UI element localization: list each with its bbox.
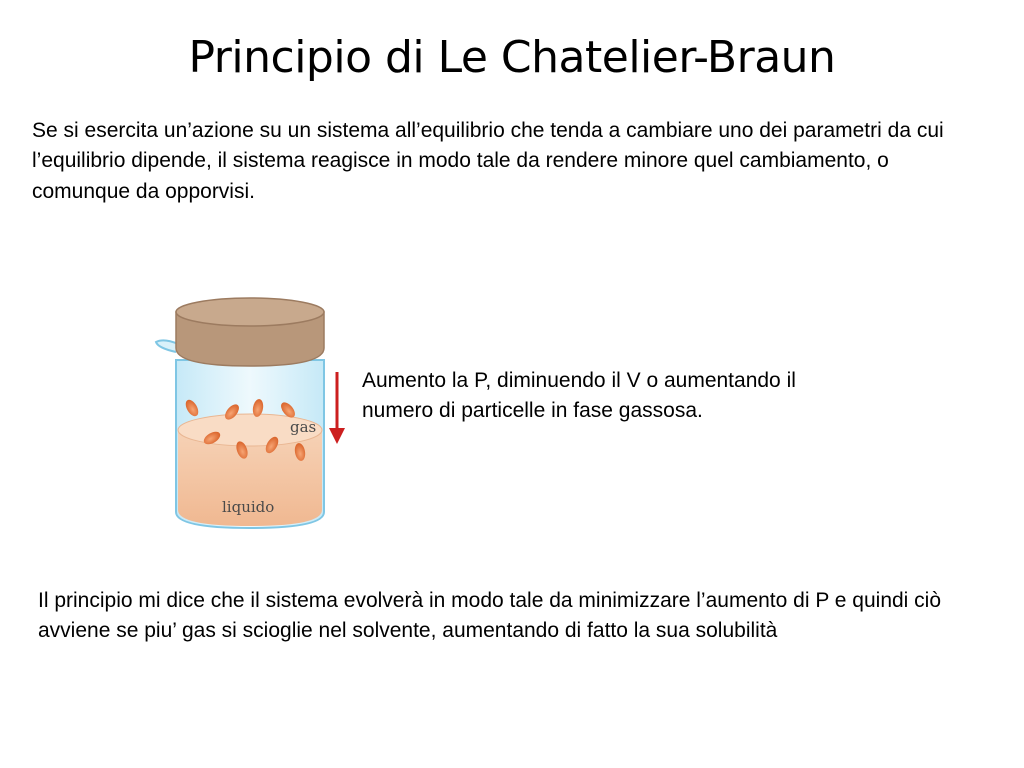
liquid-label: liquido [222, 498, 275, 516]
intro-paragraph: Se si esercita un’azione su un sistema all’equilibrio che tenda a cambiare uno dei parametri da cui l’equilibrio dipende, il sistema reagisce in modo tale da rendere minore quel cambiamento, o comunque da opporvisi. [32, 119, 944, 203]
pressure-arrow [324, 370, 350, 448]
beaker-spout [156, 340, 178, 352]
gas-label: gas [290, 418, 317, 436]
beaker-lid-top [176, 298, 324, 326]
conclusion-paragraph: Il principio mi dice che il sistema evolverà in modo tale da minimizzare l’aumento di P e quindi ciò avviene se piu’ gas si scioglie nel solvente, aumentando di fatto la sua solubilità [38, 589, 942, 643]
pressure-note: Aumento la P, diminuendo il V o aumentando il numero di particelle in fase gassosa. [362, 369, 796, 423]
pressure-arrow-head [329, 428, 345, 444]
slide-title: Principio di Le Chatelier-Braun [188, 32, 836, 83]
beaker-illustration [150, 290, 335, 540]
